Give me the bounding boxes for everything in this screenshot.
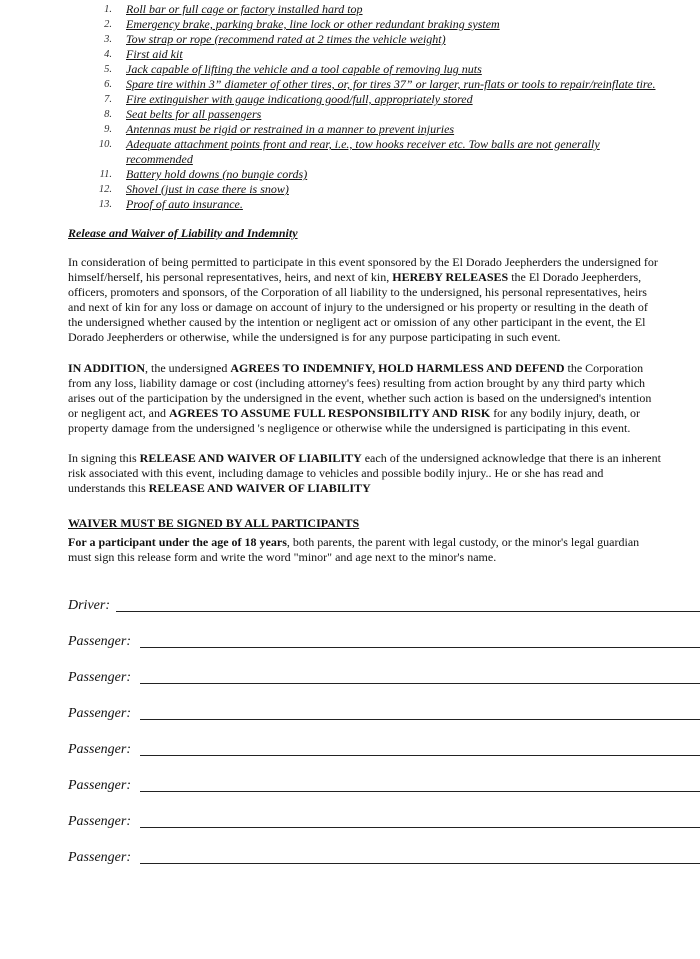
passenger-signature-field[interactable] [68,846,700,866]
passenger-signature-field[interactable] [68,810,700,830]
signature-line[interactable] [116,611,700,612]
list-item: 13. Proof of auto insurance. [98,197,243,211]
list-item: 3. Tow strap or rope (recommend rated at 2 times the vehicle weight) [104,32,446,46]
list-item: 11. Battery hold downs (no bungie cords) [99,167,308,181]
signature-line[interactable] [140,791,700,792]
passenger-label: Passenger: [68,742,131,757]
acknowledgement-paragraph: In signing this RELEASE AND WAIVER OF LIABILITY each of the undersigned acknowledge that there is an inherent risk associated with this event, including damage to vehicles and possible bodily injury.. He or she has read and understands this RELEASE AND WAIVER OF LIABILITY [68,451,661,495]
requirements-list [0,2,700,212]
list-item: 8. Seat belts for all passengers [104,107,262,121]
list-item: 5. Jack capable of lifting the vehicle and a tool capable of removing lug nuts [104,62,482,76]
indemnity-paragraph: IN ADDITION, the undersigned AGREES TO INDEMNIFY, HOLD HARMLESS AND DEFEND the Corporation from any loss, liability damage or cost (including attorney's fees) resulting from action brought by any third party which arises out of the participation by the undersigned in the event, whether such action is based on the undersigned's intention or negligent act, and AGREES TO ASSUME FULL RESPONSIBILITY AND RISK for any bodily injury, death, or property damage from the undersigned 's negligence or otherwise while the undersigned is participating in this event. [68,361,652,435]
list-item: 6. Spare tire within 3” diameter of other tires, or, for tires 37” or larger, run-flats or tools to repair/reinflate tire. [104,77,656,91]
release-heading: Release and Waiver of Liability and Indemnity [68,226,298,240]
passenger-label: Passenger: [68,634,131,649]
passenger-signature-field[interactable] [68,666,700,686]
list-item: 1. Roll bar or full cage or factory installed hard top [104,2,363,16]
passenger-signature-field[interactable] [68,630,700,650]
signature-line[interactable] [140,647,700,648]
signature-line[interactable] [140,827,700,828]
passenger-signature-field[interactable] [68,738,700,758]
passenger-label: Passenger: [68,814,131,829]
list-item: 7. Fire extinguisher with gauge indicationg good/full, appropriately stored [104,92,473,106]
driver-label: Driver: [68,598,110,613]
signature-line[interactable] [140,719,700,720]
waiver-heading: WAIVER MUST BE SIGNED BY ALL PARTICIPANTS [68,516,360,530]
passenger-signature-field[interactable] [68,702,700,722]
passenger-label: Passenger: [68,778,131,793]
signature-line[interactable] [140,683,700,684]
passenger-label: Passenger: [68,706,131,721]
signature-line[interactable] [140,863,700,864]
signature-line[interactable] [140,755,700,756]
passenger-signature-field[interactable] [68,774,700,794]
list-item: 12. Shovel (just in case there is snow) [98,182,289,196]
release-paragraph: In consideration of being permitted to participate in this event sponsored by the El Dorado Jeepherders the undersigned for himself/herself, his personal representatives, heirs, and next of kin, HEREBY RELEASES the El Dorado Jeepherders, officers, promoters and sponsors, of the Corporation of all liability to the undersigned, his personal representatives, heirs and next of kin for any loss or damage on account of injury to the undersigned or his property or resulting in the death of the undersigned whether caused by the intention or negligent act or omission of any other participant in the event, the El Dorado Jeepherders or otherwise, while the undersigned is for any purpose participating in such event. [68,255,658,344]
driver-signature-field[interactable] [68,594,700,614]
list-item: 4. First aid kit [104,47,183,61]
passenger-label: Passenger: [68,670,131,685]
list-item: 10. Adequate attachment points front and rear, i.e., tow hooks receiver etc. Tow balls are not generally recommended [98,137,600,166]
list-item: 2. Emergency brake, parking brake, line lock or other redundant braking system [104,17,500,31]
passenger-label: Passenger: [68,850,131,865]
list-item: 9. Antennas must be rigid or restrained in a manner to prevent injuries [104,122,455,136]
minor-notice: For a participant under the age of 18 years, both parents, the parent with legal custody, or the minor's legal guardian must sign this release form and write the word "minor" and age next to the minor's name. [68,535,640,564]
